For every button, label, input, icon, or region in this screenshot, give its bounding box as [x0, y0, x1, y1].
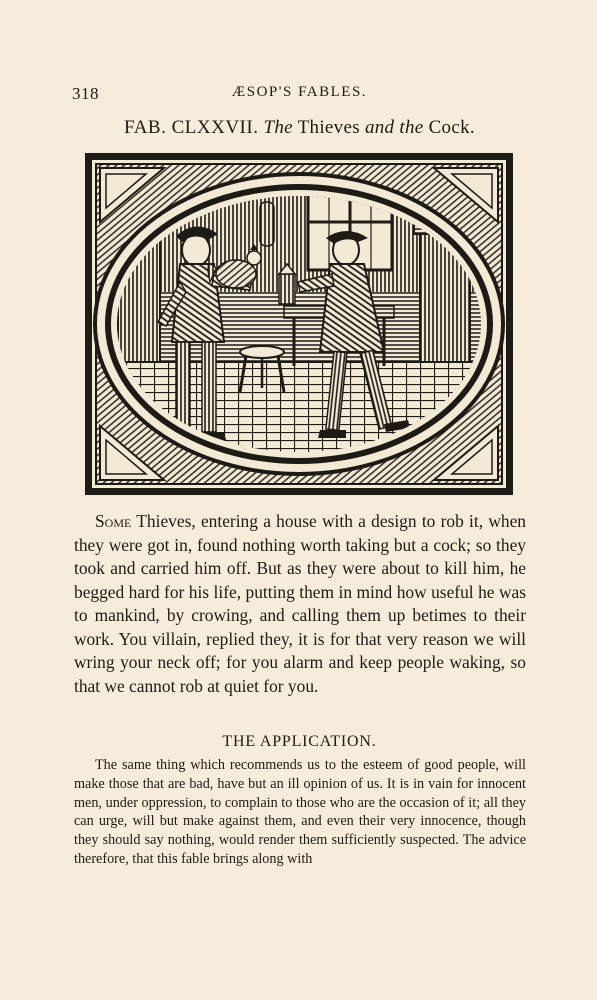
- page-number: 318: [72, 84, 99, 103]
- fable-text: [74, 510, 526, 698]
- woodcut-illustration: [84, 152, 514, 496]
- fable-number: FAB. CLXXVII.: [124, 117, 259, 138]
- application-text: [74, 756, 526, 869]
- fable-title-thieves: Thieves: [297, 117, 360, 138]
- fable-title-cock: Cock.: [428, 117, 475, 138]
- application-heading: THE APPLICATION.: [222, 733, 377, 750]
- fable-paragraph: [74, 510, 526, 698]
- application-paragraph: The same thing which recommends us to the esteem of good people, will make those that are bad, have but an ill opinion of us. It is in vain for innocent men, under oppression, to complain to those who are the occasion of it; all they can urge, will but make against them, and even their very innocence, though they should say nothing, would render them sufficiently suspected. The advice therefore, that this fable brings along with: [74, 757, 526, 867]
- running-head: [72, 84, 527, 108]
- fable-body: Thieves, entering a house with a design to rob it, when they were got in, found nothing worth taking but a cock; so they took and carried him off. But as they were about to kill him, he begged hard for his life, putting them in mind how useful he was to mankind, by crowing, and calling them up betimes to their work. You villain, replied they, it is for that very reason we will wring your neck off; for you alarm and keep people waking, so that we cannot rob at quiet for you.: [74, 511, 526, 696]
- fable-title: [72, 117, 527, 139]
- book-title: ÆSOP'S FABLES.: [231, 84, 368, 100]
- fable-lead-word: Some: [95, 511, 132, 531]
- fable-title-and-the: and the: [364, 117, 424, 138]
- fable-title-the: The: [263, 117, 293, 138]
